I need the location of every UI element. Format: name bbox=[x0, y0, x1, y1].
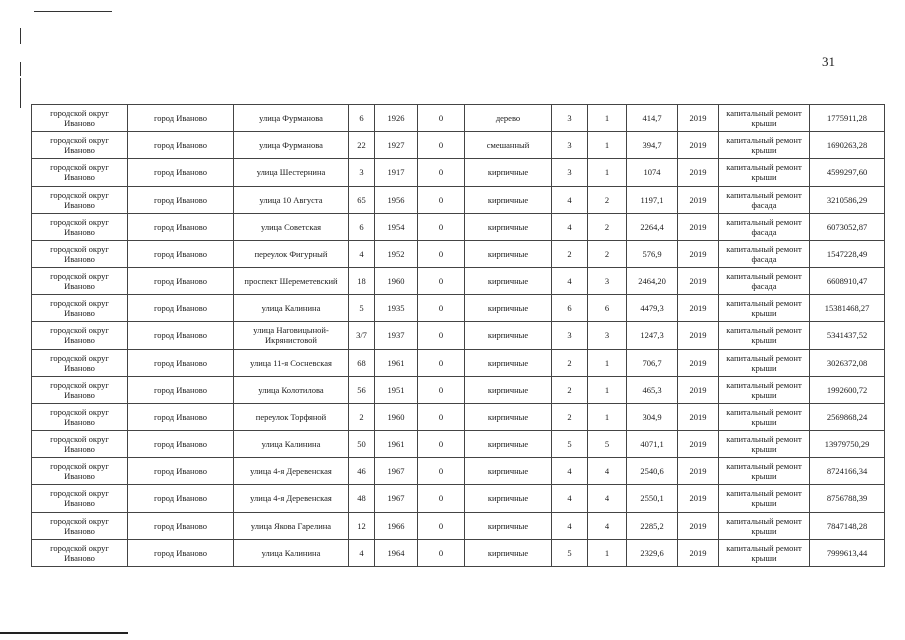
table-row bbox=[32, 322, 885, 349]
plan-year-cell: 2019 bbox=[678, 186, 719, 213]
city-cell: город Иваново bbox=[128, 268, 234, 295]
plan-year-cell: 2019 bbox=[678, 322, 719, 349]
city-cell: город Иваново bbox=[128, 159, 234, 186]
floors-cell: 3 bbox=[552, 159, 588, 186]
district-cell: городской округ Иваново bbox=[32, 295, 128, 322]
build-year-cell: 1967 bbox=[375, 458, 418, 485]
column-9-cell: 2 bbox=[588, 240, 627, 267]
area-cell: 576,9 bbox=[627, 240, 678, 267]
plan-year-cell: 2019 bbox=[678, 539, 719, 566]
district-cell: городской округ Иваново bbox=[32, 240, 128, 267]
district-cell: городской округ Иваново bbox=[32, 512, 128, 539]
area-cell: 1074 bbox=[627, 159, 678, 186]
house-number-cell: 6 bbox=[349, 105, 375, 132]
house-number-cell: 3/7 bbox=[349, 322, 375, 349]
house-number-cell: 48 bbox=[349, 485, 375, 512]
column-6-cell: 0 bbox=[418, 485, 465, 512]
street-cell: улица 10 Августа bbox=[234, 186, 349, 213]
build-year-cell: 1956 bbox=[375, 186, 418, 213]
street-cell: улица Наговицыной-Икрянистовой bbox=[234, 322, 349, 349]
column-9-cell: 6 bbox=[588, 295, 627, 322]
house-number-cell: 68 bbox=[349, 349, 375, 376]
cost-cell: 1992600,72 bbox=[810, 376, 885, 403]
district-cell: городской округ Иваново bbox=[32, 376, 128, 403]
house-number-cell: 4 bbox=[349, 539, 375, 566]
wall-material-cell: кирпичные bbox=[465, 186, 552, 213]
column-6-cell: 0 bbox=[418, 240, 465, 267]
house-number-cell: 50 bbox=[349, 431, 375, 458]
house-number-cell: 22 bbox=[349, 132, 375, 159]
area-cell: 2285,2 bbox=[627, 512, 678, 539]
work-type-cell: капитальный ремонт фасада bbox=[719, 240, 810, 267]
work-type-cell: капитальный ремонт фасада bbox=[719, 213, 810, 240]
column-9-cell: 2 bbox=[588, 213, 627, 240]
district-cell: городской округ Иваново bbox=[32, 268, 128, 295]
cost-cell: 3210586,29 bbox=[810, 186, 885, 213]
area-cell: 706,7 bbox=[627, 349, 678, 376]
plan-year-cell: 2019 bbox=[678, 485, 719, 512]
work-type-cell: капитальный ремонт крыши bbox=[719, 349, 810, 376]
column-6-cell: 0 bbox=[418, 186, 465, 213]
cost-cell: 6073052,87 bbox=[810, 213, 885, 240]
column-6-cell: 0 bbox=[418, 268, 465, 295]
work-type-cell: капитальный ремонт крыши bbox=[719, 132, 810, 159]
house-number-cell: 4 bbox=[349, 240, 375, 267]
table-row bbox=[32, 105, 885, 132]
build-year-cell: 1960 bbox=[375, 268, 418, 295]
house-number-cell: 18 bbox=[349, 268, 375, 295]
work-type-cell: капитальный ремонт крыши bbox=[719, 539, 810, 566]
floors-cell: 3 bbox=[552, 132, 588, 159]
area-cell: 4479,3 bbox=[627, 295, 678, 322]
table-row bbox=[32, 403, 885, 430]
wall-material-cell: кирпичные bbox=[465, 295, 552, 322]
table-row bbox=[32, 458, 885, 485]
district-cell: городской округ Иваново bbox=[32, 485, 128, 512]
scan-mark-left bbox=[20, 28, 21, 44]
wall-material-cell: кирпичные bbox=[465, 240, 552, 267]
street-cell: проспект Шереметевский bbox=[234, 268, 349, 295]
scan-mark-bottom bbox=[0, 632, 128, 634]
column-6-cell: 0 bbox=[418, 105, 465, 132]
floors-cell: 6 bbox=[552, 295, 588, 322]
area-cell: 4071,1 bbox=[627, 431, 678, 458]
column-9-cell: 1 bbox=[588, 403, 627, 430]
plan-year-cell: 2019 bbox=[678, 268, 719, 295]
district-cell: городской округ Иваново bbox=[32, 349, 128, 376]
work-type-cell: капитальный ремонт крыши bbox=[719, 403, 810, 430]
build-year-cell: 1967 bbox=[375, 485, 418, 512]
floors-cell: 4 bbox=[552, 213, 588, 240]
area-cell: 2550,1 bbox=[627, 485, 678, 512]
city-cell: город Иваново bbox=[128, 186, 234, 213]
city-cell: город Иваново bbox=[128, 105, 234, 132]
plan-year-cell: 2019 bbox=[678, 240, 719, 267]
district-cell: городской округ Иваново bbox=[32, 213, 128, 240]
cost-cell: 4599297,60 bbox=[810, 159, 885, 186]
street-cell: улица Якова Гарелина bbox=[234, 512, 349, 539]
plan-year-cell: 2019 bbox=[678, 159, 719, 186]
cost-cell: 3026372,08 bbox=[810, 349, 885, 376]
city-cell: город Иваново bbox=[128, 132, 234, 159]
floors-cell: 2 bbox=[552, 403, 588, 430]
floors-cell: 4 bbox=[552, 186, 588, 213]
plan-year-cell: 2019 bbox=[678, 431, 719, 458]
area-cell: 1197,1 bbox=[627, 186, 678, 213]
area-cell: 394,7 bbox=[627, 132, 678, 159]
work-type-cell: капитальный ремонт крыши bbox=[719, 159, 810, 186]
table-row bbox=[32, 240, 885, 267]
column-9-cell: 3 bbox=[588, 268, 627, 295]
column-6-cell: 0 bbox=[418, 132, 465, 159]
build-year-cell: 1961 bbox=[375, 431, 418, 458]
wall-material-cell: кирпичные bbox=[465, 485, 552, 512]
table-row bbox=[32, 186, 885, 213]
work-type-cell: капитальный ремонт крыши bbox=[719, 322, 810, 349]
work-type-cell: капитальный ремонт крыши bbox=[719, 295, 810, 322]
column-9-cell: 2 bbox=[588, 186, 627, 213]
house-number-cell: 6 bbox=[349, 213, 375, 240]
build-year-cell: 1960 bbox=[375, 403, 418, 430]
floors-cell: 4 bbox=[552, 458, 588, 485]
table-row bbox=[32, 376, 885, 403]
build-year-cell: 1952 bbox=[375, 240, 418, 267]
plan-year-cell: 2019 bbox=[678, 105, 719, 132]
build-year-cell: 1927 bbox=[375, 132, 418, 159]
column-9-cell: 1 bbox=[588, 349, 627, 376]
wall-material-cell: кирпичные bbox=[465, 458, 552, 485]
cost-cell: 7999613,44 bbox=[810, 539, 885, 566]
column-9-cell: 1 bbox=[588, 159, 627, 186]
cost-cell: 5341437,52 bbox=[810, 322, 885, 349]
cost-cell: 1690263,28 bbox=[810, 132, 885, 159]
floors-cell: 2 bbox=[552, 376, 588, 403]
table-body bbox=[32, 105, 885, 567]
city-cell: город Иваново bbox=[128, 322, 234, 349]
district-cell: городской округ Иваново bbox=[32, 322, 128, 349]
plan-year-cell: 2019 bbox=[678, 213, 719, 240]
column-6-cell: 0 bbox=[418, 376, 465, 403]
column-6-cell: 0 bbox=[418, 349, 465, 376]
floors-cell: 5 bbox=[552, 539, 588, 566]
district-cell: городской округ Иваново bbox=[32, 539, 128, 566]
street-cell: переулок Торфяной bbox=[234, 403, 349, 430]
column-9-cell: 3 bbox=[588, 322, 627, 349]
table-row bbox=[32, 213, 885, 240]
build-year-cell: 1964 bbox=[375, 539, 418, 566]
scan-mark-top bbox=[34, 11, 112, 12]
street-cell: улица 11-я Сосневская bbox=[234, 349, 349, 376]
build-year-cell: 1926 bbox=[375, 105, 418, 132]
column-6-cell: 0 bbox=[418, 213, 465, 240]
column-6-cell: 0 bbox=[418, 403, 465, 430]
house-number-cell: 46 bbox=[349, 458, 375, 485]
wall-material-cell: кирпичные bbox=[465, 512, 552, 539]
build-year-cell: 1935 bbox=[375, 295, 418, 322]
plan-year-cell: 2019 bbox=[678, 512, 719, 539]
wall-material-cell: кирпичные bbox=[465, 376, 552, 403]
table-row bbox=[32, 485, 885, 512]
floors-cell: 4 bbox=[552, 485, 588, 512]
house-number-cell: 2 bbox=[349, 403, 375, 430]
build-year-cell: 1954 bbox=[375, 213, 418, 240]
column-6-cell: 0 bbox=[418, 512, 465, 539]
city-cell: город Иваново bbox=[128, 539, 234, 566]
wall-material-cell: кирпичные bbox=[465, 349, 552, 376]
column-6-cell: 0 bbox=[418, 295, 465, 322]
table-row bbox=[32, 295, 885, 322]
column-9-cell: 1 bbox=[588, 105, 627, 132]
house-number-cell: 12 bbox=[349, 512, 375, 539]
area-cell: 414,7 bbox=[627, 105, 678, 132]
cost-cell: 1775911,28 bbox=[810, 105, 885, 132]
column-6-cell: 0 bbox=[418, 539, 465, 566]
wall-material-cell: кирпичные bbox=[465, 213, 552, 240]
floors-cell: 4 bbox=[552, 268, 588, 295]
table-row bbox=[32, 431, 885, 458]
wall-material-cell: смешанный bbox=[465, 132, 552, 159]
floors-cell: 4 bbox=[552, 512, 588, 539]
work-type-cell: капитальный ремонт крыши bbox=[719, 376, 810, 403]
work-type-cell: капитальный ремонт фасада bbox=[719, 186, 810, 213]
area-cell: 2540,6 bbox=[627, 458, 678, 485]
street-cell: улица 4-я Деревенская bbox=[234, 458, 349, 485]
wall-material-cell: кирпичные bbox=[465, 403, 552, 430]
district-cell: городской округ Иваново bbox=[32, 132, 128, 159]
cost-cell: 8756788,39 bbox=[810, 485, 885, 512]
cost-cell: 8724166,34 bbox=[810, 458, 885, 485]
cost-cell: 7847148,28 bbox=[810, 512, 885, 539]
street-cell: улица Шестернина bbox=[234, 159, 349, 186]
plan-year-cell: 2019 bbox=[678, 132, 719, 159]
house-number-cell: 3 bbox=[349, 159, 375, 186]
street-cell: улица Калинина bbox=[234, 539, 349, 566]
house-number-cell: 65 bbox=[349, 186, 375, 213]
area-cell: 2464,20 bbox=[627, 268, 678, 295]
column-9-cell: 4 bbox=[588, 458, 627, 485]
district-cell: городской округ Иваново bbox=[32, 458, 128, 485]
floors-cell: 3 bbox=[552, 322, 588, 349]
district-cell: городской округ Иваново bbox=[32, 105, 128, 132]
build-year-cell: 1917 bbox=[375, 159, 418, 186]
column-6-cell: 0 bbox=[418, 322, 465, 349]
work-type-cell: капитальный ремонт крыши bbox=[719, 105, 810, 132]
district-cell: городской округ Иваново bbox=[32, 431, 128, 458]
area-cell: 2264,4 bbox=[627, 213, 678, 240]
table-row bbox=[32, 159, 885, 186]
column-6-cell: 0 bbox=[418, 431, 465, 458]
column-9-cell: 1 bbox=[588, 376, 627, 403]
plan-year-cell: 2019 bbox=[678, 376, 719, 403]
district-cell: городской округ Иваново bbox=[32, 159, 128, 186]
area-cell: 2329,6 bbox=[627, 539, 678, 566]
district-cell: городской округ Иваново bbox=[32, 403, 128, 430]
column-9-cell: 1 bbox=[588, 539, 627, 566]
city-cell: город Иваново bbox=[128, 512, 234, 539]
city-cell: город Иваново bbox=[128, 485, 234, 512]
city-cell: город Иваново bbox=[128, 240, 234, 267]
city-cell: город Иваново bbox=[128, 376, 234, 403]
street-cell: улица Фурманова bbox=[234, 105, 349, 132]
column-9-cell: 1 bbox=[588, 132, 627, 159]
build-year-cell: 1951 bbox=[375, 376, 418, 403]
plan-year-cell: 2019 bbox=[678, 458, 719, 485]
house-number-cell: 56 bbox=[349, 376, 375, 403]
plan-year-cell: 2019 bbox=[678, 295, 719, 322]
street-cell: улица 4-я Деревенская bbox=[234, 485, 349, 512]
city-cell: город Иваново bbox=[128, 458, 234, 485]
build-year-cell: 1966 bbox=[375, 512, 418, 539]
city-cell: город Иваново bbox=[128, 213, 234, 240]
table-row bbox=[32, 539, 885, 566]
build-year-cell: 1961 bbox=[375, 349, 418, 376]
street-cell: улица Калинина bbox=[234, 431, 349, 458]
work-type-cell: капитальный ремонт крыши bbox=[719, 458, 810, 485]
scan-mark-left bbox=[20, 78, 21, 108]
street-cell: улица Советская bbox=[234, 213, 349, 240]
floors-cell: 2 bbox=[552, 349, 588, 376]
work-type-cell: капитальный ремонт фасада bbox=[719, 268, 810, 295]
column-6-cell: 0 bbox=[418, 159, 465, 186]
wall-material-cell: дерево bbox=[465, 105, 552, 132]
cost-cell: 15381468,27 bbox=[810, 295, 885, 322]
cost-cell: 2569868,24 bbox=[810, 403, 885, 430]
work-type-cell: капитальный ремонт крыши bbox=[719, 512, 810, 539]
street-cell: улица Калинина bbox=[234, 295, 349, 322]
table-row bbox=[32, 132, 885, 159]
wall-material-cell: кирпичные bbox=[465, 431, 552, 458]
cost-cell: 6608910,47 bbox=[810, 268, 885, 295]
column-6-cell: 0 bbox=[418, 458, 465, 485]
floors-cell: 3 bbox=[552, 105, 588, 132]
plan-year-cell: 2019 bbox=[678, 403, 719, 430]
street-cell: переулок Фигурный bbox=[234, 240, 349, 267]
area-cell: 1247,3 bbox=[627, 322, 678, 349]
street-cell: улица Колотилова bbox=[234, 376, 349, 403]
table-row bbox=[32, 512, 885, 539]
table-row bbox=[32, 349, 885, 376]
floors-cell: 5 bbox=[552, 431, 588, 458]
column-9-cell: 4 bbox=[588, 485, 627, 512]
city-cell: город Иваново bbox=[128, 295, 234, 322]
housing-repair-table bbox=[31, 104, 885, 567]
area-cell: 465,3 bbox=[627, 376, 678, 403]
house-number-cell: 5 bbox=[349, 295, 375, 322]
wall-material-cell: кирпичные bbox=[465, 268, 552, 295]
city-cell: город Иваново bbox=[128, 431, 234, 458]
scan-mark-left bbox=[20, 62, 21, 76]
floors-cell: 2 bbox=[552, 240, 588, 267]
cost-cell: 13979750,29 bbox=[810, 431, 885, 458]
work-type-cell: капитальный ремонт крыши bbox=[719, 431, 810, 458]
wall-material-cell: кирпичные bbox=[465, 539, 552, 566]
area-cell: 304,9 bbox=[627, 403, 678, 430]
district-cell: городской округ Иваново bbox=[32, 186, 128, 213]
build-year-cell: 1937 bbox=[375, 322, 418, 349]
work-type-cell: капитальный ремонт крыши bbox=[719, 485, 810, 512]
plan-year-cell: 2019 bbox=[678, 349, 719, 376]
table-row bbox=[32, 268, 885, 295]
wall-material-cell: кирпичные bbox=[465, 159, 552, 186]
column-9-cell: 4 bbox=[588, 512, 627, 539]
page-number: 31 bbox=[822, 54, 835, 69]
wall-material-cell: кирпичные bbox=[465, 322, 552, 349]
city-cell: город Иваново bbox=[128, 403, 234, 430]
column-9-cell: 5 bbox=[588, 431, 627, 458]
city-cell: город Иваново bbox=[128, 349, 234, 376]
street-cell: улица Фурманова bbox=[234, 132, 349, 159]
cost-cell: 1547228,49 bbox=[810, 240, 885, 267]
